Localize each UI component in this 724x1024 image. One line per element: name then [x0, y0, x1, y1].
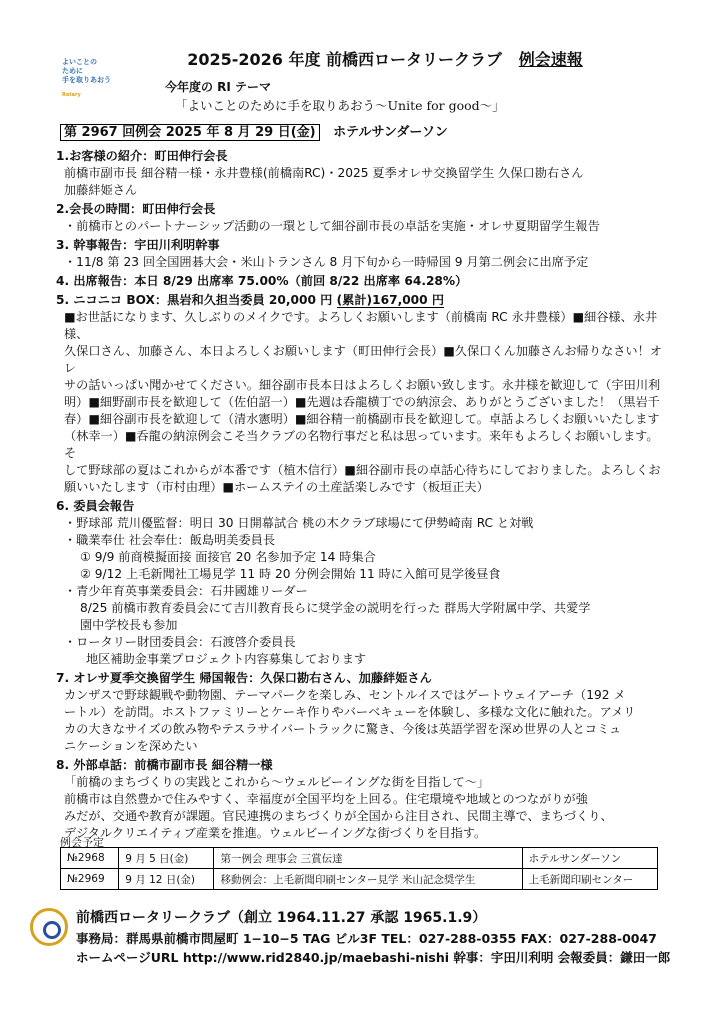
schedule-date: 9 月 12 日(金) [119, 869, 214, 890]
schedule-date: 9 月 5 日(金) [119, 848, 214, 869]
section-heading: 1.お客様の紹介：町田伸行会長 [56, 149, 228, 163]
section-text: ・ロータリー財団委員会：石渡啓介委員長 [64, 635, 296, 649]
section-text: 8/25 前橋市教育委員会にて吉川教育長らに奨学金の説明を行った 群馬大学附属中学、共愛学 [80, 601, 591, 615]
section-text: ② 9/12 上毛新聞社工場見学 11 時 20 分例会開始 11 時に入館可見学後昼食 [80, 567, 501, 581]
footer-homepage: ホームページURL http://www.rid2840.jp/maebashi-nishi 幹事：宇田川利明 会報委員：鎌田一郎 [76, 950, 671, 965]
section-text: カの大きなサイズの飲み物やテスラサイバートラックに驚き、今後は英語学習を深め世界の人とコミュ [64, 722, 622, 736]
logo-line: ために [62, 67, 83, 75]
section-text: 久保口さん、加藤さん、本日よろしくお願いします（町田伸行会長）■久保口くん加藤さんお帰りなさい！オレ [64, 344, 662, 375]
theme-logo [62, 58, 132, 118]
schedule-no: №2969 [61, 869, 119, 890]
section-text: ・前橋市とのパートナーシップ活動の一環として細谷副市長の卓話を実施・オレサ夏期留学生報告 [64, 219, 600, 233]
section-text: 加藤絆姫さん [64, 183, 138, 197]
section-heading: 7. オレサ夏季交換留学生 帰国報告：久保口勘右さん、加藤絆姫さん [56, 671, 432, 685]
schedule-table [60, 847, 658, 890]
section-text: 前橋市は自然豊かで住みやすく、幸福度が全国平均を上回る。住宅環境や地域とのつながりが強 [64, 792, 588, 806]
section-text: ・野球部 荒川優監督：明日 30 日開幕試合 桃の木クラブ球場にて伊勢崎南 RC と対戦 [64, 516, 534, 530]
section-text: サの話いっぱい聞かせてください。細谷副市長本日はよろしくお願い致します。永井様を歓迎して（宇田川利 [64, 378, 661, 392]
section-heading: 4. 出席報告：本日 8/29 出席率 75.00%（前回 8/22 出席率 64.28%） [56, 274, 468, 288]
section-text: カンザスで野球観戦や動物園、テーマパークを楽しみ、セントルイスではゲートウェイアーチ（192 メ [64, 688, 626, 702]
table-row [61, 869, 658, 890]
section-text: ・青少年育英事業委員会：石井國雄リーダー [64, 584, 308, 598]
schedule-content: 第一例会 理事会 三賞伝達 [214, 848, 522, 869]
section-heading [56, 292, 666, 309]
section-text: ートル）を訪問。ホストファミリーとケーキ作りやバーベキューを体験し、多様な文化に触れた。アメリ [64, 705, 636, 719]
section-text: ・職業奉仕 社会奉仕：飯島明美委員長 [64, 533, 276, 547]
meeting-id: 第 2967 回例会 2025 年 8 月 29 日(金) [60, 124, 320, 141]
logo-rotary-mark: Rotary [62, 92, 81, 98]
section-text: して野球部の夏はこれからが本番です（植木信行）■細谷副市長の卓話心待ちにしておりました。よろしくお [64, 463, 661, 477]
nikoniko-total: (累計)167,000 円 [336, 293, 445, 307]
section-text: ニケーションを深めたい [64, 739, 198, 753]
meeting-heading [60, 121, 448, 140]
logo-line: よいことの [62, 58, 97, 66]
footer-club-name: 前橋西ロータリークラブ（創立 1964.11.27 承認 1965.1.9） [76, 910, 487, 926]
schedule-place: 上毛新聞印刷センター [522, 869, 657, 890]
logo-line: 手を取りあおう [62, 76, 111, 84]
section-text: 願いいたします（市村由理）■ホームステイの土産話楽しみです（板垣正夫） [64, 480, 489, 494]
section-text: 明）■細野副市長を歓迎して（佐伯詔一）■先週は呑龍横丁での納涼会、ありがとうございました！（黒岩千 [64, 395, 660, 409]
schedule-place: ホテルサンダーソン [522, 848, 657, 869]
section-text: 地区補助金事業プロジェクト内容募集しております [86, 652, 367, 666]
section-text: ① 9/9 前商模擬面接 面接官 20 名参加予定 14 時集合 [80, 550, 376, 564]
table-row [61, 848, 658, 869]
theme-text: 「よいことのために手を取りあおう～Unite for good～」 [175, 98, 505, 113]
section-text: 「前橋のまちづくりの実践とこれから～ウェルビーイングな街を目指して～」 [64, 775, 490, 789]
section-text: （林幸一）■呑龍の納涼例会こそ当クラブの名物行事だと私は思っています。来年もよろしくお願いします。そ [64, 429, 659, 460]
title-report: 例会速報 [518, 50, 583, 69]
section-text: ■お世話になります、久しぶりのメイクです。よろしくお願いします（前橋南 RC 永井豊様）■細谷様、永井様、 [64, 310, 658, 341]
section-heading: 3. 幹事報告：宇田川利明幹事 [56, 238, 220, 252]
theme-label: 今年度の RI テーマ [165, 80, 272, 94]
section-heading: 8. 外部卓話：前橋市副市長 細谷精一様 [56, 758, 273, 772]
section-text: 前橋市副市長 細谷精一様・永井豊様(前橋南RC)・2025 夏季オレサ交換留学生 久保口勘右さん [64, 166, 584, 180]
section-text: みだが、交通や教育が課題。官民連携のまちづくりが全国から注目され、民間主導で、まちづくり、 [64, 809, 613, 823]
section-text: ・11/8 第 23 回全国囲碁大会・米山トランさん 8 月下旬から一時帰国 9 月第二例会に出席予定 [64, 255, 589, 269]
page-title [140, 47, 630, 70]
meeting-venue: ホテルサンダーソン [333, 125, 448, 140]
section-heading: 2.会長の時間：町田伸行会長 [56, 202, 216, 216]
section-text: 園中学校長も参加 [80, 618, 178, 632]
schedule-content: 移動例会：上毛新聞印刷センター見学 米山記念奨学生 [214, 869, 522, 890]
footer-office: 事務局：群馬県前橋市問屋町 1−10−5 TAG ビル3F TEL：027-288-0355 FAX：027-288-0047 [76, 931, 657, 946]
schedule-label: 例会予定 [60, 836, 104, 849]
report-body [56, 148, 666, 842]
section-text: デジタルクリエイティブ産業を推進。ウェルビーイングな街づくりを目指す。 [64, 826, 487, 840]
title-main: 2025-2026 年度 前橋西ロータリークラブ [187, 50, 503, 69]
section-heading: 6. 委員会報告 [56, 499, 135, 513]
schedule-no: №2968 [61, 848, 119, 869]
rotary-wheel-icon [30, 908, 68, 946]
section-text: 春）■細谷副市長を歓迎して（清水憲明）■細谷精一前橋副市長を歓迎して。卓話よろしくお願いいたします [64, 412, 660, 426]
nikoniko-head: 5. ニコニコ BOX：黒岩和久担当委員 20,000 円 [56, 293, 333, 307]
